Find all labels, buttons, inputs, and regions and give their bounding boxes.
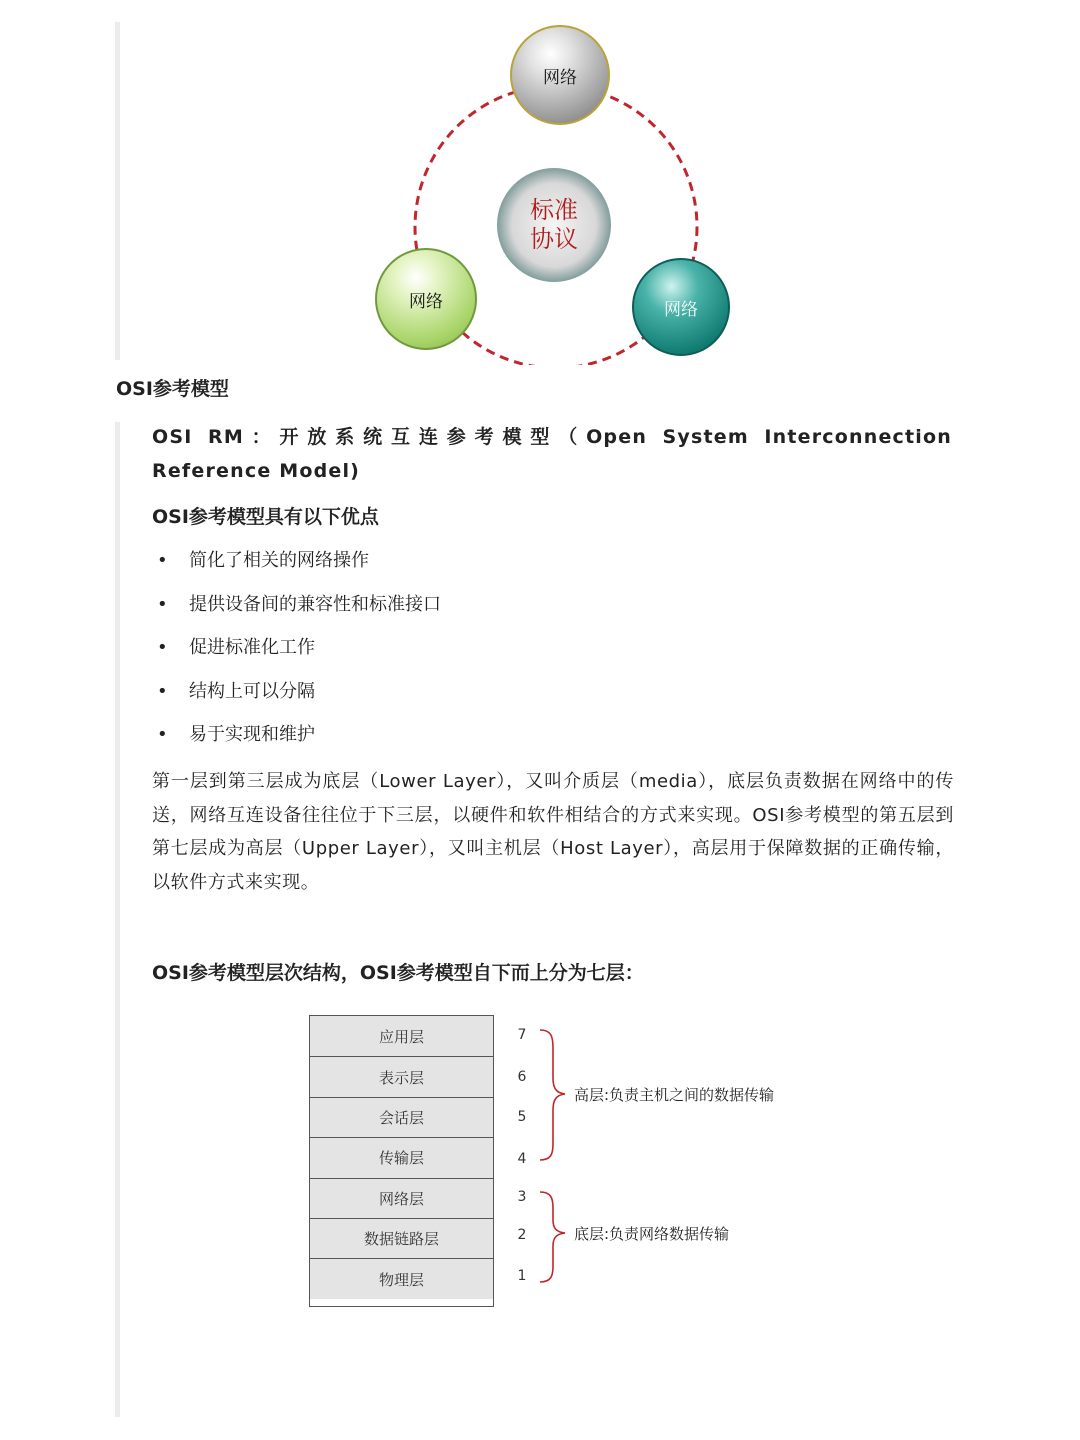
standard-protocol-bubble	[497, 168, 611, 282]
bubble-label: 网络	[543, 67, 577, 88]
layer-cell: 网络层	[310, 1178, 493, 1218]
list-item: • 结构上可以分隔	[152, 674, 441, 718]
network-protocol-diagram	[360, 20, 760, 365]
osi-rm-title: OSI RM：开放系统互连参考模型（Open System Interconnection Reference Model)	[152, 426, 952, 482]
layer-number: 6	[517, 1069, 527, 1085]
advantages-title: OSI参考模型具有以下优点	[152, 506, 379, 528]
list-item: • 提供设备间的兼容性和标准接口	[152, 587, 441, 631]
layer-number: 3	[517, 1189, 527, 1205]
quote-rule-bottom	[115, 422, 120, 1417]
layer-number: 7	[517, 1027, 527, 1043]
layer-cell: 表示层	[310, 1056, 493, 1096]
bubble-label: 网络	[409, 291, 443, 312]
upper-layers-label: 高层:负责主机之间的数据传输	[574, 1086, 775, 1104]
layer-number: 5	[517, 1109, 527, 1125]
advantages-list	[152, 543, 441, 761]
layer-number: 1	[517, 1268, 527, 1284]
lower-brace	[540, 1192, 565, 1282]
upper-brace	[540, 1030, 565, 1160]
network-bubble-right	[632, 258, 730, 356]
layers-paragraph: 第一层到第三层成为底层（Lower Layer），又叫介质层（media），底层负责数据在网络中的传送，网络互连设备往往位于下三层，以硬件和软件相结合的方式来实现。OSI参考模型的第五层到第七层成为高层（Upper Layer），又叫主机层（Host Layer），高层用于保障数据的正确传输，以软件方式来实现。	[152, 771, 954, 893]
layer-number: 4	[517, 1151, 527, 1167]
network-bubble-top	[510, 25, 610, 125]
layer-cell: 传输层	[310, 1137, 493, 1177]
quote-rule-top	[115, 22, 120, 360]
osi-layer-stack	[309, 1015, 494, 1307]
center-label-line1: 标准	[530, 196, 578, 224]
layer-cell: 会话层	[310, 1097, 493, 1137]
layer-cell: 物理层	[310, 1258, 493, 1298]
center-label-line2: 协议	[530, 225, 578, 253]
list-item: • 易于实现和维护	[152, 717, 441, 761]
osi-heading: OSI参考模型	[116, 378, 229, 400]
layer-cell: 数据链路层	[310, 1218, 493, 1258]
list-item: • 促进标准化工作	[152, 630, 441, 674]
bubble-label: 网络	[664, 299, 698, 320]
layer-number: 2	[517, 1227, 527, 1243]
layers-title: OSI参考模型层次结构，OSI参考模型自下而上分为七层：	[152, 962, 644, 984]
list-item: • 简化了相关的网络操作	[152, 543, 441, 587]
lower-layers-label: 底层:负责网络数据传输	[574, 1225, 730, 1243]
group-braces	[535, 1020, 575, 1290]
network-bubble-left	[375, 248, 477, 350]
layer-cell: 应用层	[310, 1016, 493, 1056]
